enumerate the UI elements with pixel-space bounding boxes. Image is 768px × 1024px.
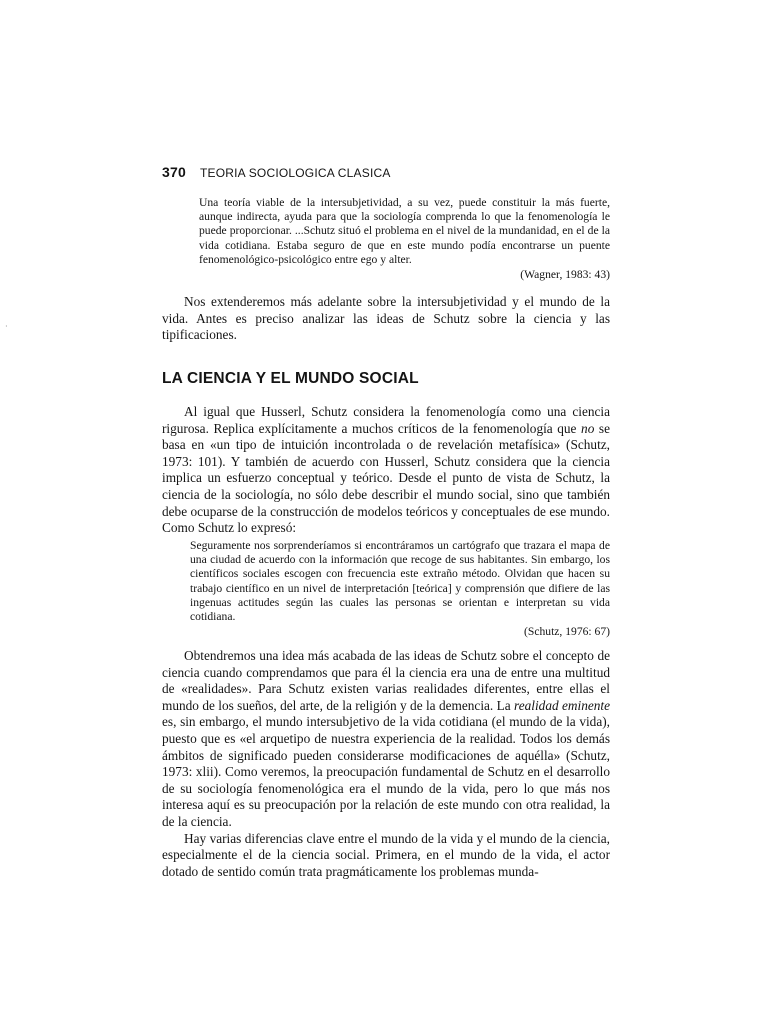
paragraph-text: [162, 648, 610, 831]
paragraph-text: Nos extenderemos más adelante sobre la intersubjetividad y el mundo de la vida. Antes es preciso analizar las ideas de Schutz sobre la ciencia y las tipificaciones.: [162, 294, 610, 343]
paragraph-husserl: [162, 404, 610, 537]
emphasis: no: [581, 420, 595, 436]
quote-text: Una teoría viable de la intersubjetividad, a su vez, puede constituir la más fuerte, aunque indirecta, ayuda para que la sociología comprenda lo que la fenomenología le puede proporcionar. ...Schutz situó el problema en el nivel de la mundanidad, en el de la vida cotidiana. Estaba seguro de que en este mundo podía encontrarse un puente fenomenológico-psicológico entre ego y alter.: [199, 196, 610, 266]
quote-citation: (Schutz, 1976: 67): [524, 625, 610, 639]
emphasis: realidad eminente: [514, 697, 610, 713]
block-quote-schutz: [190, 539, 610, 639]
quote-citation: (Wagner, 1983: 43): [520, 268, 610, 282]
paragraph-intersubjectivity: [162, 294, 610, 344]
book-title: TEORIA SOCIOLOGICA CLASICA: [199, 166, 391, 180]
text-run: Obtendremos una idea más acabada de las ideas de Schutz sobre el concepto de ciencia cuando comprendamos que para él la ciencia era una de entre una multitud de «realidades». Para Schutz existen varias realidades diferentes, entre ellas el mundo de los sueños, del arte, de la religión y de la demencia. La: [162, 648, 610, 713]
text-run: Al igual que Husserl, Schutz considera la fenomenología como una ciencia rigurosa. Replica explícitamente a muchos críticos de la fenomenología que: [162, 404, 610, 436]
quote-text: Seguramente nos sorprenderíamos si encontráramos un cartógrafo que trazara el mapa de una ciudad de acuerdo con la información que recoge de sus habitantes. Sin embargo, los científicos sociales escogen con frecuencia este extraño método. Olvidan que hacen su trabajo científico en un nivel de interpretación [teórica] y comprensión que difiere de las ingenuas actitudes según las cuales las personas se orientan e interpretan su vida cotidiana.: [190, 539, 610, 624]
section-heading: LA CIENCIA Y EL MUNDO SOCIAL: [162, 370, 419, 387]
block-quote-wagner: [199, 196, 610, 282]
paragraph-text: Hay varias diferencias clave entre el mundo de la vida y el mundo de la ciencia, especialmente el de la ciencia social. Primera, en el mundo de la vida, el actor dotado de sentido común trata pragmáticamente los problemas munda-: [162, 830, 610, 879]
running-head: [162, 164, 391, 180]
page-number: 370: [162, 164, 186, 180]
paragraph-realities: [162, 648, 610, 880]
text-run: se basa en «un tipo de intuición incontrolada o de revelación metafísica» (Schutz, 1973: 101). Y también de acuerdo con Husserl, Schutz considera que la ciencia implica un esfuerzo conceptual y teórico. Desde el punto de vista de Schutz, la ciencia de la sociología, no sólo debe describir el mundo social, sino que también debe ocuparse de la construcción de modelos teóricos y conceptuales de ese mundo. Como Schutz lo expresó:: [162, 420, 610, 536]
margin-mark: ·: [5, 322, 8, 331]
paragraph-text: [162, 404, 610, 537]
text-run: es, sin embargo, el mundo intersubjetivo de la vida cotidiana (el mundo de la vida), puesto que es «el arquetipo de nuestra experiencia de la realidad. Todos los demás ámbitos de significado pueden considerarse modificaciones de aquélla» (Schutz, 1973: xlii). Como veremos, la preocupación fundamental de Schutz en el desarrollo de su sociología fenomenológica era el mundo de la vida, pero lo que más nos interesa aquí es su preocupación por la relación de este mundo con otra realidad, la de la ciencia.: [162, 714, 610, 829]
